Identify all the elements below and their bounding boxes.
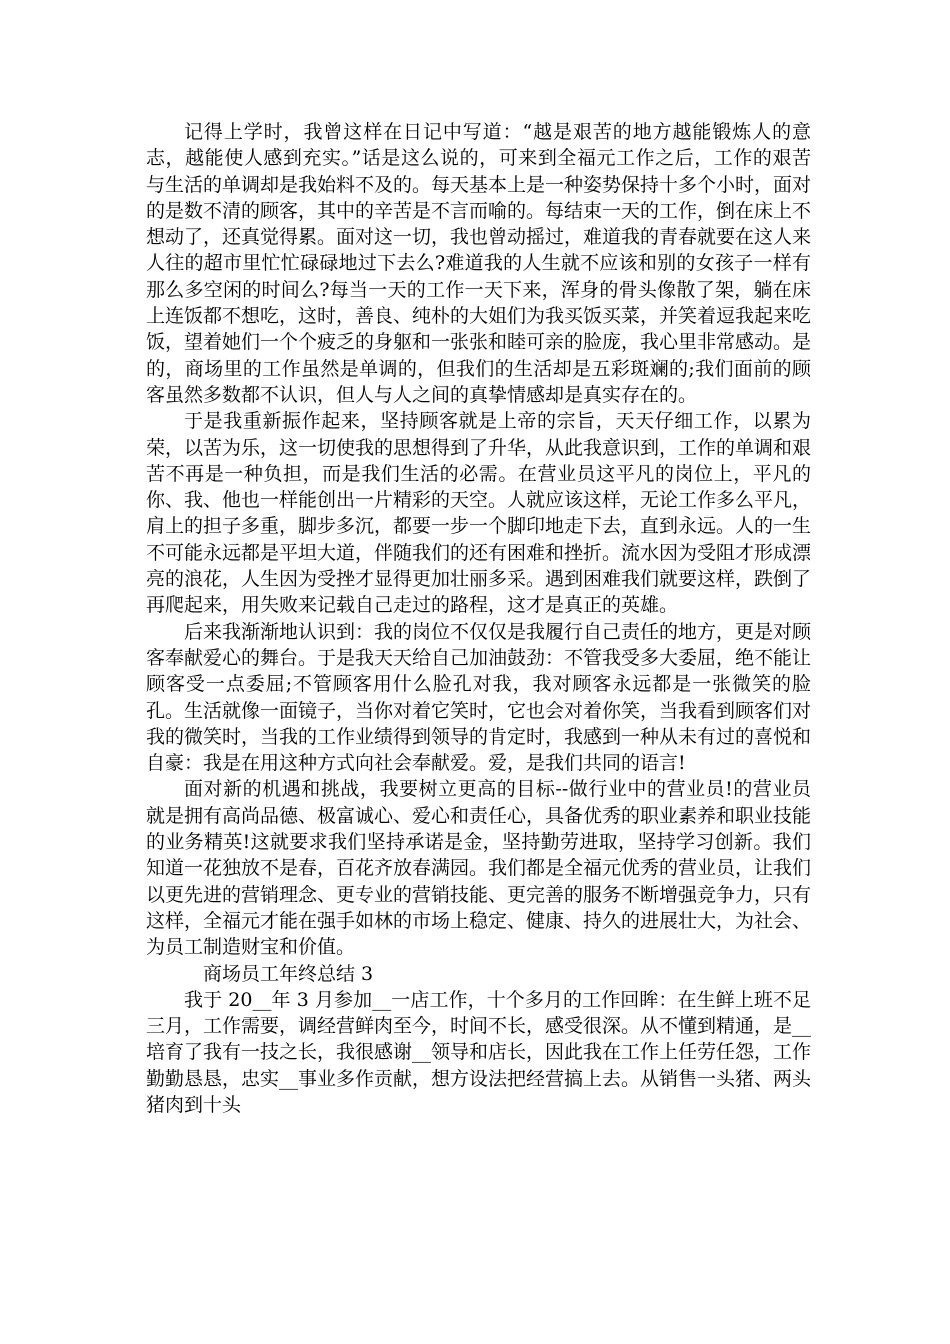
- section-title: 商场员工年终总结 3: [203, 962, 374, 985]
- document-page: [146, 119, 811, 1118]
- body-paragraph-4: 面对新的机遇和挑战，我要树立更高的目标--做行业中的营业员!的营业员就是拥有高尚品德、极富诚心、爱心和责任心，具备优秀的职业素养和职业技能的业务精英!这就要求我们坚持承诺是金，坚持勤劳进取，坚持学习创新。我们知道一花独放不是春，百花齐放春满园。我们都是全福元优秀的营业员，让我们以更先进的营销理念、更专业的营销技能、更完善的服务不断增强竞争力，只有这样，全福元才能在强手如林的市场上稳定、健康、持久的进展壮大，为社会、为员工制造财宝和价值。: [146, 778, 812, 959]
- body-paragraph-1: 记得上学时，我曾这样在日记中写道：“越是艰苦的地方越能锻炼人的意志，越能使人感到充实。”话是这么说的，可来到全福元工作之后，工作的艰苦与生活的单调却是我始料不及的。每天基本上是一种姿势保持十多个小时，面对的是数不清的顾客，其中的辛苦是不言而喻的。每结束一天的工作，倒在床上不想动了，还真觉得累。面对这一切，我也曾动摇过，难道我的青春就要在这人来人往的超市里忙忙碌碌地过下去么?难道我的人生就不应该和别的女孩子一样有那么多空闲的时间么?每当一天的工作一天下来，浑身的骨头像散了架，躺在床上连饭都不想吃，这时，善良、纯朴的大姐们为我买饭买菜，并笑着逗我起来吃饭，望着她们一个个疲乏的身躯和一张张和睦可亲的脸庞，我心里非常感动。是的，商场里的工作虽然是单调的，但我们的生活却是五彩斑斓的;我们面前的顾客虽然多数都不认识，但人与人之间的真挚情感却是真实存在的。: [146, 121, 812, 406]
- body-paragraph-2: 于是我重新振作起来，坚持顾客就是上帝的宗旨，天天仔细工作，以累为荣，以苦为乐，这一切使我的思想得到了升华，从此我意识到，工作的单调和艰苦不再是一种负担，而是我们生活的必需。在营业员这平凡的岗位上，平凡的你、我、他也一样能创出一片精彩的天空。人就应该这样，无论工作多么平凡，肩上的担子多重，脚步多沉，都要一步一个脚印地走下去，直到永远。人的一生不可能永远都是平坦大道，伴随我们的还有困难和挫折。流水因为受阻才形成漂亮的浪花，人生因为受挫才显得更加壮丽多采。遇到困难我们就要这样，跌倒了再爬起来，用失败来记载自己走过的路程，这才是真正的英雄。: [146, 410, 812, 617]
- body-paragraph-3: 后来我渐渐地认识到：我的岗位不仅仅是我履行自己责任的地方，更是对顾客奉献爱心的舞台。于是我天天给自己加油鼓劲：不管我受多大委屈，绝不能让顾客受一点委屈;不管顾客用什么脸孔对我，我对顾客永远都是一张微笑的脸孔。生活就像一面镜子，当你对着它笑时，它也会对着你笑，当我看到顾客们对我的微笑时，当我的工作业绩得到领导的肯定时，我感到一种从未有过的喜悦和自豪：我是在用这种方式向社会奉献爱。爱，是我们共同的语言!: [146, 620, 812, 775]
- body-paragraph-5: 我于 20__年 3 月参加__一店工作，十个多月的工作回眸：在生鲜上班不足三月，工作需要，调经营鲜肉至今，时间不长，感受很深。从不懂到精通，是__培育了我有一技之长，我很感谢__领导和店长，因此我在工作上任劳任怨，工作勤勤恳恳，忠实__事业多作贡献，想方设法把经营搞上去。从销售一头猪、两头猪肉到十头: [146, 988, 812, 1116]
